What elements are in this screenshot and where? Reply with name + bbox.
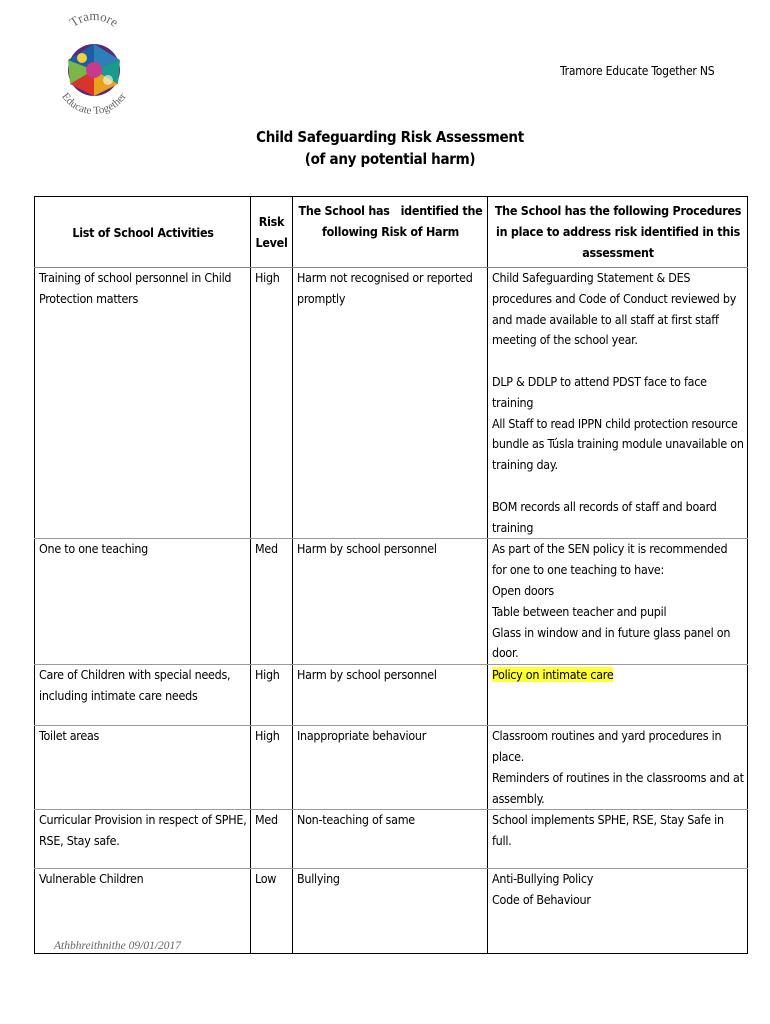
procedures-cell [488,665,748,726]
procedures-cell [488,810,748,869]
procedure-line: All Staff to read IPPN child protection resource bundle as Túsla training module unavailable on training day. [492,415,744,473]
footer-updated-date: Athbhreithnithe 09/01/2017 [54,940,182,952]
school-logo [48,14,138,124]
harm-cell: Harm by school personnel [293,539,488,665]
activity-cell: Toilet areas [35,726,251,810]
activity-cell: Training of school personnel in Child Protection matters [35,268,251,539]
harm-cell: Non-teaching of same [293,810,488,869]
procedure-line: Classroom routines and yard procedures in place. [492,728,722,764]
table-row [35,539,748,665]
procedure-line: Open doors [492,582,554,598]
activity-cell: Vulnerable Children [35,869,251,954]
procedures-cell [488,539,748,665]
header-risk-of-harm: The School has identified the following Risk of Harm [293,197,488,268]
procedure-line: Child Safeguarding Statement & DES procedures and Code of Conduct reviewed by and made available to all staff at first staff meeting of the school year. [492,270,737,348]
school-name: Tramore Educate Together NS [560,64,715,78]
header-procedures: The School has the following Procedures in place to address risk identified in this assessment [488,197,748,268]
procedures-cell [488,726,748,810]
document-title [0,126,770,170]
procedure-line: Reminders of routines in the classrooms and at assembly. [492,769,744,806]
activity-cell: Curricular Provision in respect of SPHE, RSE, Stay safe. [35,810,251,869]
header-risk-level: Risk Level [251,197,293,268]
table-header-row [35,197,748,268]
harm-cell: Inappropriate behaviour [293,726,488,810]
procedures-cell [488,268,748,539]
title-line-1: Child Safeguarding Risk Assessment [256,128,524,146]
title-line-2: (of any potential harm) [304,150,476,168]
risk-cell: High [251,268,293,539]
procedure-line: BOM records all records of staff and board training [492,498,717,535]
risk-cell: High [251,726,293,810]
highlighted-procedure: Policy on intimate care [492,667,614,683]
risk-cell: Med [251,810,293,869]
table-row [35,665,748,726]
activity-cell: One to one teaching [35,539,251,665]
procedure-line: Anti-Bullying Policy [492,871,594,887]
procedure-line: School implements SPHE, RSE, Stay Safe in full. [492,812,724,849]
risk-cell: Low [251,869,293,954]
risk-cell: Med [251,539,293,665]
activity-cell: Care of Children with special needs, including intimate care needs [35,665,251,726]
procedure-line: As part of the SEN policy it is recommended for one to one teaching to have: [492,541,728,578]
logo-graphic [48,14,138,124]
logo-bottom-text: Educate Together [59,90,129,118]
harm-cell: Bullying [293,869,488,954]
header-activities: List of School Activities [35,197,251,268]
harm-cell: Harm by school personnel [293,665,488,726]
procedure-line: Glass in window and in future glass panel on door. [492,624,731,661]
table-row [35,810,748,869]
procedure-line: Table between teacher and pupil [492,603,667,619]
risk-assessment-table [34,196,748,954]
procedure-line: DLP & DDLP to attend PDST face to face training [492,373,707,410]
logo-top-text: Tramore [66,14,122,30]
risk-cell: High [251,665,293,726]
procedures-cell [488,869,748,954]
table-row [35,726,748,810]
table-row [35,268,748,539]
harm-cell: Harm not recognised or reported promptly [293,268,488,539]
procedure-line: Code of Behaviour [492,892,591,908]
